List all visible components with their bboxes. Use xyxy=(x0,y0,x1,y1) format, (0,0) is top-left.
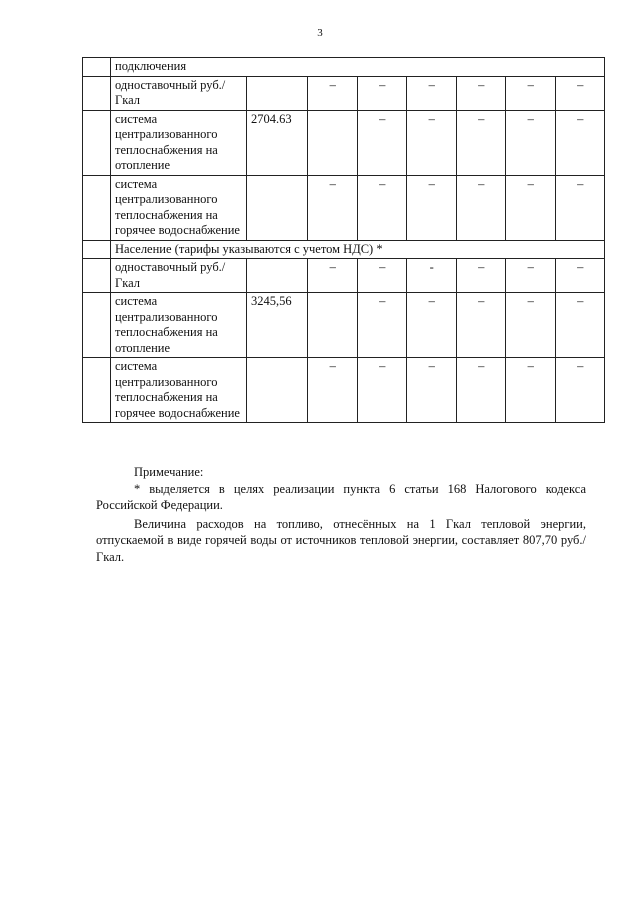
dash-cell: – xyxy=(357,259,407,293)
dash-cell xyxy=(308,110,358,175)
dash-cell: – xyxy=(456,259,506,293)
section-label: подключения xyxy=(111,58,605,77)
blank-cell xyxy=(83,76,111,110)
tariff-value: 3245,56 xyxy=(247,293,308,358)
table-row xyxy=(83,293,605,358)
dash-cell: – xyxy=(407,358,457,423)
tariff-value xyxy=(247,175,308,240)
dash-cell: – xyxy=(506,110,556,175)
dash-cell: – xyxy=(555,110,605,175)
row-label: одноставочный руб./Гкал xyxy=(111,259,247,293)
fuel-cost-text: Величина расходов на топливо, отнесённых на 1 Гкал тепловой энергии, отпускаемой в виде горячей воды от источников тепловой энергии, составляет 807,70 руб./Гкал. xyxy=(96,516,586,564)
page-number: 3 xyxy=(317,27,323,39)
blank-cell xyxy=(83,110,111,175)
dash-cell: – xyxy=(308,76,358,110)
table-section-row xyxy=(83,240,605,259)
table-row xyxy=(83,259,605,293)
dash-cell: – xyxy=(407,110,457,175)
section-label: Население (тарифы указываются с учетом НДС) * xyxy=(111,240,605,259)
dash-cell: – xyxy=(456,110,506,175)
notes-section xyxy=(96,464,586,565)
table-row xyxy=(83,76,605,110)
row-label: система централизованного теплоснабжения на отопление xyxy=(111,110,247,175)
table-row xyxy=(83,110,605,175)
dash-cell: – xyxy=(506,175,556,240)
dash-cell: – xyxy=(506,259,556,293)
dash-cell: – xyxy=(555,358,605,423)
dash-cell: – xyxy=(407,175,457,240)
dash-cell: – xyxy=(407,293,457,358)
dash-cell: – xyxy=(555,76,605,110)
table-row xyxy=(83,175,605,240)
notes-heading: Примечание: xyxy=(134,465,204,479)
row-label: система централизованного теплоснабжения на горячее водоснабжение xyxy=(111,175,247,240)
dash-cell: – xyxy=(555,175,605,240)
tariff-table-body xyxy=(83,58,605,423)
blank-cell xyxy=(83,293,111,358)
blank-cell xyxy=(83,358,111,423)
dash-cell: – xyxy=(506,293,556,358)
dash-cell: – xyxy=(357,175,407,240)
footnote-text: * выделяется в целях реализации пункта 6 статьи 168 Налогового кодекса Российской Федерации. xyxy=(96,481,586,512)
dash-cell: – xyxy=(456,293,506,358)
dash-cell xyxy=(308,293,358,358)
blank-cell xyxy=(83,240,111,259)
dash-cell: – xyxy=(456,358,506,423)
dash-cell: – xyxy=(555,259,605,293)
row-label: система централизованного теплоснабжения на отопление xyxy=(111,293,247,358)
dash-cell: – xyxy=(506,76,556,110)
blank-cell xyxy=(83,175,111,240)
dash-cell: – xyxy=(357,358,407,423)
row-label: одноставочный руб./Гкал xyxy=(111,76,247,110)
tariff-table xyxy=(82,57,605,423)
dash-cell: – xyxy=(308,358,358,423)
dash-cell: – xyxy=(357,110,407,175)
dash-cell: – xyxy=(555,293,605,358)
row-label: система централизованного теплоснабжения на горячее водоснабжение xyxy=(111,358,247,423)
table-section-row xyxy=(83,58,605,77)
dash-cell: – xyxy=(456,76,506,110)
tariff-value xyxy=(247,358,308,423)
dash-cell: - xyxy=(407,259,457,293)
dash-cell: – xyxy=(506,358,556,423)
dash-cell: – xyxy=(357,293,407,358)
dash-cell: – xyxy=(308,175,358,240)
dash-cell: – xyxy=(456,175,506,240)
blank-cell xyxy=(83,259,111,293)
blank-cell xyxy=(83,58,111,77)
tariff-value xyxy=(247,76,308,110)
tariff-value: 2704.63 xyxy=(247,110,308,175)
tariff-value xyxy=(247,259,308,293)
table-row xyxy=(83,358,605,423)
dash-cell: – xyxy=(308,259,358,293)
dash-cell: – xyxy=(407,76,457,110)
dash-cell: – xyxy=(357,76,407,110)
